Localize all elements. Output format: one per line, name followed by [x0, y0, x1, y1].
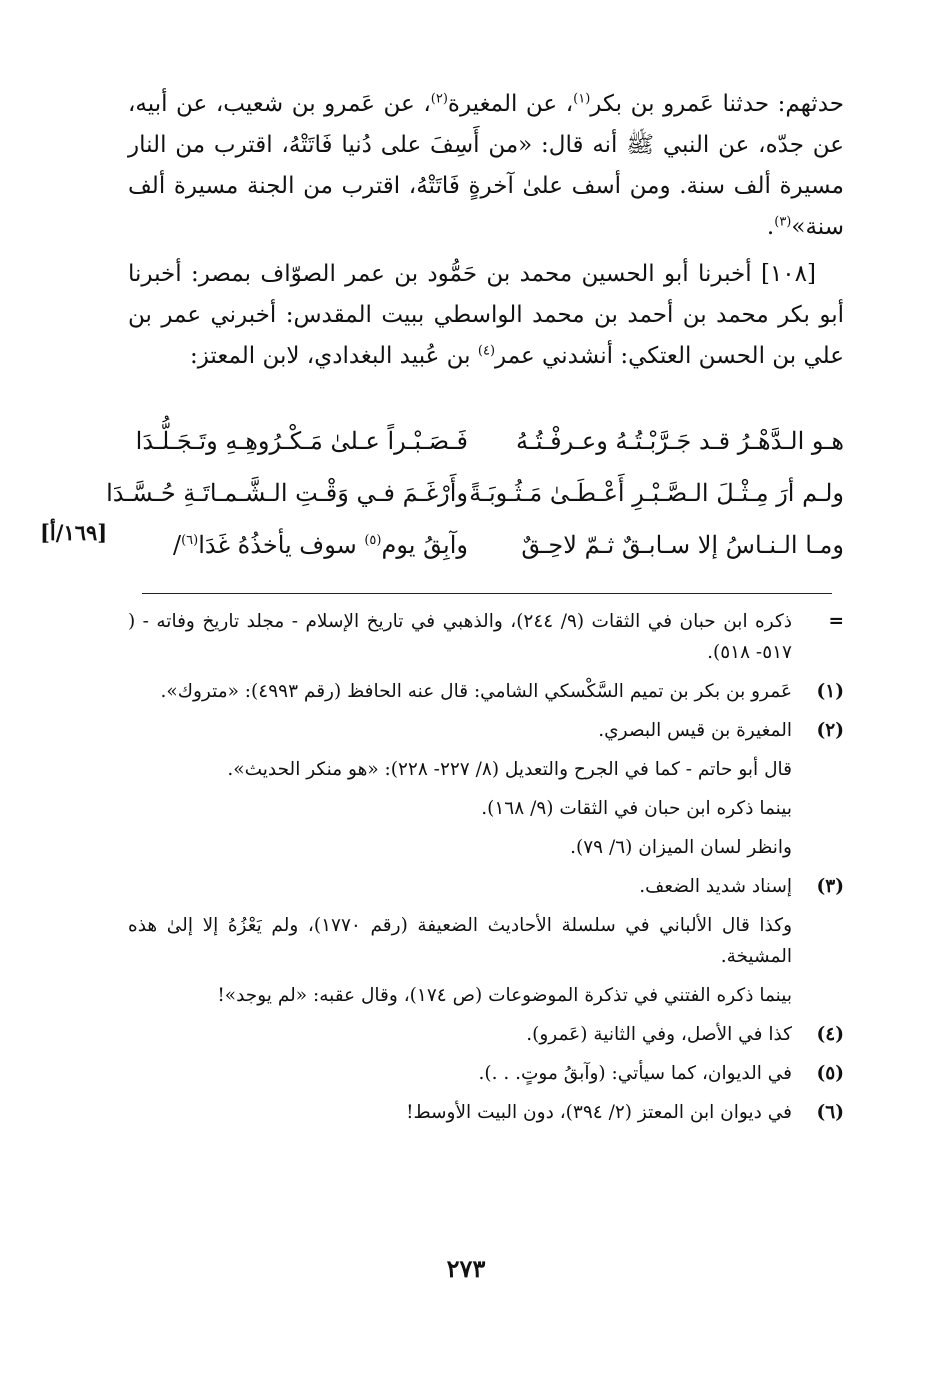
footnote-number: (٣) — [816, 876, 844, 897]
footnote-ref-5: (٥) — [364, 533, 382, 548]
footnote-3-detail — [128, 910, 844, 972]
text-run: حدثهم: حدثنا عَمرو بن بكر — [590, 91, 844, 117]
footnote-2-detail — [128, 832, 844, 863]
text-run: سوف يأخذُهُ غَدَا — [198, 531, 365, 559]
footnote-text: في الديوان، كما سيأتي: (وآبقُ موتٍ. . .). — [478, 1063, 792, 1084]
footnote-text: بينما ذكره الفتني في تذكرة الموضوعات (ص ١٧٤)، وقال عقبه: «لم يوجد»! — [217, 985, 792, 1006]
footnote-text: قال أبو حاتم - كما في الجرح والتعديل (٨/ ٢٢٧- ٢٢٨): «هو منكر الحديث». — [227, 759, 792, 780]
footnote-text: المغيرة بن قيس البصري. — [598, 720, 792, 741]
footnote-6 — [128, 1097, 844, 1128]
text-run: وآبِقُ يوم — [381, 531, 468, 559]
paragraph-hadith — [128, 84, 844, 248]
folio-marker: [١٦٩/أ] — [40, 520, 108, 545]
footnote-1 — [128, 676, 844, 707]
footnote-text: ذكره ابن حبان في الثقات (٩/ ٢٤٤)، والذهبي في تاريخ الإسلام - مجلد تاريخ وفاته - ( ٥١٧- ٥١٨). — [128, 611, 792, 663]
footnote-3-detail — [128, 980, 844, 1011]
footnotes — [128, 606, 844, 1136]
hemistich-first: ولـم أرَ مِـثْـلَ الـصَّـبْـرِ أَعْـطَـىٰ مَـثُـوبَـةً — [469, 479, 844, 507]
hemistich-first: هـو الـدَّهْـرُ قـد جَـرَّبْـتُـهُ وعـرفْـتُـهُ — [515, 427, 844, 455]
verse-3 — [128, 519, 844, 571]
footnote-3 — [128, 871, 844, 902]
footnote-4 — [128, 1019, 844, 1050]
footnote-number: (١) — [816, 681, 844, 702]
hemistich-first: ومـا الـنـاسُ إلا سـابـقٌ ثـمّ لاحِـقٌ — [521, 531, 844, 559]
footnote-2-detail — [128, 793, 844, 824]
poem — [106, 415, 844, 571]
footnote-5 — [128, 1058, 844, 1089]
footnote-text: إسناد شديد الضعف. — [639, 876, 792, 897]
footnote-text: وانظر لسان الميزان (٦/ ٧٩). — [570, 837, 792, 858]
footnote-number: (٦) — [816, 1102, 844, 1123]
footnote-text: وكذا قال الألباني في سلسلة الأحاديث الضعيفة (رقم ١٧٧٠)، ولم يَعْزُهُ إلا إلىٰ هذه المشيخة. — [128, 915, 792, 967]
footnote-ref-1: (١) — [573, 91, 591, 107]
footnote-ref-2: (٢) — [430, 91, 448, 107]
text-run: بن عُبيد البغدادي، لابن المعتز: — [189, 343, 478, 369]
verse-2 — [106, 467, 844, 519]
hemistich-second: وأَرْغَـمَ فـي وَقْـتِ الـشَّـمـاتَـةِ حُـسَّـدَا — [106, 479, 468, 507]
verse-1 — [128, 415, 844, 467]
main-text — [128, 84, 844, 377]
footnote-number: (٥) — [816, 1063, 844, 1084]
footnote-number: (٢) — [816, 720, 844, 741]
page-number: ٢٧٣ — [446, 1254, 486, 1283]
footnote-text: كذا في الأصل، وفي الثانية (عَمرو). — [526, 1024, 792, 1045]
footnote-continued — [128, 606, 844, 668]
text-run: ، عن عَمرو بن شعيب، عن أبيه، عن جدّه، عن النبي ﷺ أنه قال: «من أَسِفَ على دُنيا فَاتَتْهُ، اقترب من النار مسيرة ألف سنة. ومن أسف علىٰ آخرةٍ فَاتَتْهُ، اقترب من الجنة مسيرة ألف سنة» — [128, 91, 844, 240]
paragraph-108 — [128, 254, 844, 377]
footnote-divider — [142, 593, 832, 594]
footnote-ref-4: (٤) — [477, 343, 496, 359]
footnote-2 — [128, 715, 844, 746]
text-run: . — [766, 214, 775, 240]
footnote-number: = — [828, 611, 844, 632]
footnote-2-detail — [128, 754, 844, 785]
footnote-text: بينما ذكره ابن حبان في الثقات (٩/ ١٦٨). — [481, 798, 792, 819]
hemistich-second — [128, 519, 468, 571]
text-run: / — [173, 531, 182, 559]
footnote-text: في ديوان ابن المعتز (٢/ ٣٩٤)، دون البيت الأوسط! — [406, 1102, 792, 1123]
footnote-ref-3: (٣) — [774, 214, 792, 230]
text-run: [١٠٨] أخبرنا أبو الحسين محمد بن حَمُّود بن عمر الصوّاف بمصر: أخبرنا أبو بكر محمد بن أحمد بن محمد الواسطي ببيت المقدس: أخبرني عمر بن علي بن الحسن العتكي: أنشدني عمر — [128, 261, 844, 369]
text-run: ، عن المغيرة — [447, 91, 574, 117]
footnote-ref-6: (٦) — [181, 533, 199, 548]
footnote-number: (٤) — [816, 1024, 844, 1045]
footnote-text: عَمرو بن بكر بن تميم السَّكْسكي الشامي: قال عنه الحافظ (رقم ٤٩٩٣): «متروك». — [160, 681, 792, 702]
hemistich-second: فَـصَـبْـراً عـلىٰ مَـكْـرُوهِـهِ وتَـجَـلُّـدَا — [135, 427, 468, 455]
